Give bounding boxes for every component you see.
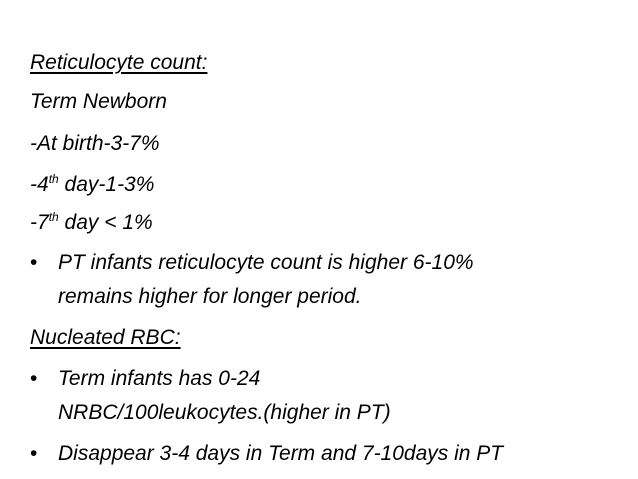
pt-bullet-line2: remains higher for longer period. (58, 285, 362, 308)
nucleated-rbc-heading: Nucleated RBC: (30, 326, 181, 349)
day4-superscript: th (48, 172, 59, 186)
disappear-bullet-text: Disappear 3-4 days in Term and 7-10days in PT (58, 442, 504, 465)
reticulocyte-heading: Reticulocyte count: (30, 51, 208, 74)
day4-rest: day-1-3% (58, 173, 155, 196)
term-bullet (30, 366, 260, 392)
at-birth-text: -At birth-3-7% (30, 132, 160, 155)
bullet-icon: • (30, 442, 38, 465)
term-bullet-line1: Term infants has 0-24 (58, 367, 261, 390)
pt-bullet (30, 250, 474, 276)
day7-superscript: th (48, 210, 59, 224)
pt-bullet-line1: PT infants reticulocyte count is higher 6-10% (58, 251, 474, 274)
day7-rest: day < 1% (58, 211, 153, 234)
day4-text (30, 172, 154, 198)
day4-prefix: -4 (30, 173, 49, 196)
term-newborn-label: Term Newborn (30, 90, 167, 113)
bullet-icon: • (30, 251, 38, 274)
day7-text (30, 210, 153, 236)
disappear-bullet (30, 441, 503, 467)
day7-prefix: -7 (30, 211, 49, 234)
term-bullet-line2: NRBC/100leukocytes.(higher in PT) (58, 401, 391, 424)
bullet-icon: • (30, 367, 38, 390)
